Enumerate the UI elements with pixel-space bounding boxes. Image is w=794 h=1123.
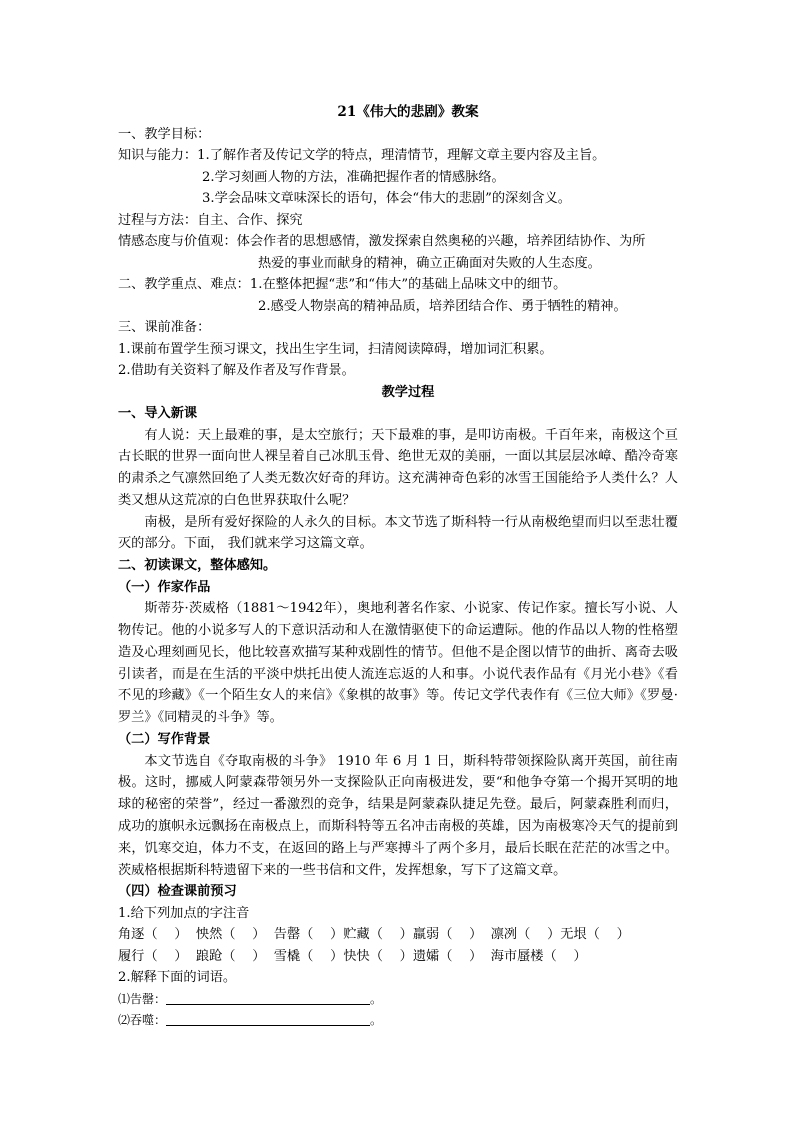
definition-period-2: 。 [370,1013,383,1028]
definition-term-1: ⑴告罄： [118,991,167,1006]
prep-item-2: 2.借助有关资料了解及作者及写作背景。 [118,363,355,378]
author-paragraph: 斯蒂芬·茨威格（1881～1942年），奥地利著名作家、小说家、传记作家。擅长写小说、人物传记。他的小说多写人的下意识活动和人在激情驱使下的命运遭际。他的作品以人物的性格塑造及心理刻画见长，他比较喜欢描写某种戏剧性的情节。但他不是企图以情节的曲折、离奇去吸引读者，而是在生活的平淡中烘托出使人流连忘返的人和事。小说代表作品有《月光小巷》《看不见的珍藏》《一个陌生女人的来信》《象棋的故事》等。传记文学代表作有《三位大师》《罗曼·罗兰》《同精灵的斗争》等。 [118,601,678,726]
part2-heading: 二、初读课文，整体感知。 [118,558,277,574]
background-paragraph: 本文节选自《夺取南极的斗争》 1910 年 6 月 1 日，斯科特带领探险队离开英国，前往南极。这时，挪威人阿蒙森带领另外一支探险队正向南极进发，要“和他争夺第一个揭开冥明的地球的秘密的荣誉”，经过一番激烈的竞争，结果是阿蒙森队捷足先登。最后，阿蒙森胜利而归，成功的旗帜永远飘扬在南极点上，而斯科特等五名冲击南极的英雄，因为南极寒冷天气的提前到来，饥寒交迫，体力不支，在返回的路上与严寒搏斗了两个多月，最后长眠在茫茫的冰雪之中。茨威格根据斯科特遗留下来的一些书信和文件，发挥想象，写下了这篇文章。 [118,753,678,878]
lesson-plan-page [118,102,678,1032]
sub-heading-author: （一）作家作品 [118,579,211,595]
definition-term-2: ⑵吞噬： [118,1013,167,1028]
document-title: 21《伟大的悲剧》教案 [337,104,479,120]
section-heading-goals: 一、教学目标： [118,126,211,142]
pinyin-row-2: 履行（ ） 踉跄（ ） 雪橇（ ）快快（ ）遗孀（ ） 海市蜃楼（ ） [118,948,587,964]
intro-paragraph-1: 有人说：天上最难的事，是太空旅行；天下最难的事，是叩访南极。千百年来，南极这个亘古长眠的世界一面向世人裸呈着自己冰肌玉骨、绝世无双的美丽，一面以其层层冰嶂、酷冷奇寒的肃杀之气凛然回绝了人类无数次好奇的拜访。这充满神奇色彩的冰雪王国能给予人类什么？人类又想从这荒凉的白色世界获取什么呢？ [118,427,678,508]
goal-attitude-2: 热爱的事业而献身的精神，确立正确面对失败的人生态度。 [258,255,601,271]
goal-knowledge-2: 2.学习刻画人物的方法，准确把握作者的情感脉络。 [202,169,505,185]
question-2: 2.解释下面的词语。 [118,970,237,986]
goal-process: 过程与方法：自主、合作、探究 [118,212,303,228]
pinyin-row-1: 角逐（ ） 怏然（ ） 告罄（ ）贮藏（ ）羸弱（ ） 凛冽（ ）无垠（ ） [118,927,630,943]
definition-item-1 [118,989,678,1011]
answer-blank-2[interactable] [166,1012,370,1026]
definition-item-2 [118,1010,678,1032]
question-1: 1.给下列加点的字注音 [118,905,250,921]
goal-attitude-1: 情感态度与价值观：体会作者的思想感情，激发探索自然奥秘的兴趣，培养团结协作、为所 [118,234,646,249]
section-heading-prep: 三、课前准备： [118,320,211,335]
sub-heading-background: （二）写作背景 [118,732,211,748]
prep-item-1: 1.课前布置学生预习课文，找出生字生词，扫清阅读障碍，增加词汇积累。 [118,341,553,357]
answer-blank-1[interactable] [166,991,370,1005]
process-title: 教学过程 [381,384,435,400]
key-points-2: 2.感受人物崇高的精神品质，培养团结合作、勇于牺牲的精神。 [258,298,627,314]
goal-knowledge-3: 3.学会品味文章味深长的语句，体会“伟大的悲剧”的深刻含义。 [202,191,571,206]
key-points-1: 二、教学重点、难点：1.在整体把握“悲”和“伟大”的基础上品味文中的细节。 [118,277,567,292]
definition-period-1: 。 [370,991,383,1006]
goal-knowledge-1: 知识与能力：1.了解作者及传记文学的特点，理清情节，理解文章主要内容及主旨。 [118,148,606,163]
intro-paragraph-2: 南极，是所有爱好探险的人永久的目标。本文节选了斯科特一行从南极绝望而归以至悲壮覆灭的部分。下面， 我们就来学习这篇文章。 [118,514,678,552]
part1-heading: 一、导入新课 [118,406,198,421]
sub-heading-preview: （四）检查课前预习 [118,884,237,900]
